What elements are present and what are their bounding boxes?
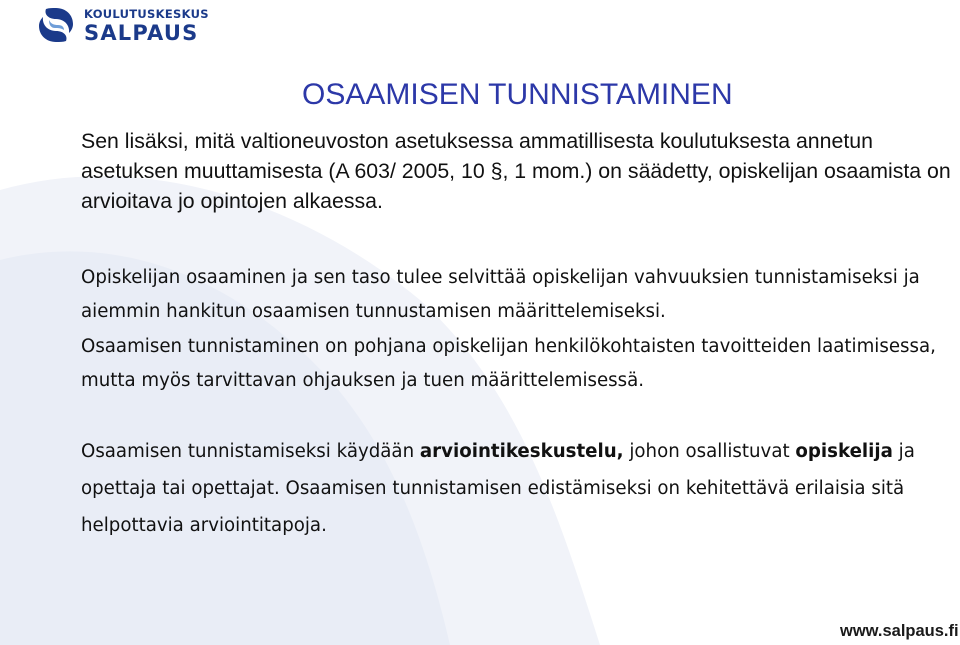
salpaus-emblem-icon	[36, 6, 76, 44]
salpaus-logo	[36, 6, 226, 44]
paragraph-goals: Osaamisen tunnistaminen on pohjana opiskelijan henkilökohtaisten tavoitteiden laatimisessa, mutta myös tarvittavan ohjauksen ja tuen määrittelemisessä.	[81, 336, 936, 391]
intro-paragraph: Sen lisäksi, mitä valtioneuvoston asetuksessa ammatillisesta koulutuksesta annetun asetuksen muuttamisesta (A 603/ 2005, 10 §, 1 mom.) on säädetty, opiskelijan osaamista on arvioitava jo opintojen alkaessa.	[81, 129, 951, 213]
logo-line-2: SALPAUS	[84, 21, 199, 45]
paragraph-discussion-part3: ja opettaja tai opettajat. Osaamisen tunnistamisen edistämiseksi on kehitettävä erilaisia sitä helpottavia arviointitapoja.	[81, 441, 915, 536]
paragraph-discussion	[81, 433, 951, 544]
keyword-arviointikeskustelu: arviointikeskustelu,	[419, 441, 624, 462]
keyword-opiskelija: opiskelija	[795, 441, 893, 462]
paragraph-discussion-part1: Osaamisen tunnistamiseksi käydään	[81, 441, 420, 462]
paragraph-discussion-part2: johon osallistuvat	[623, 441, 796, 462]
paragraph-assessment: Opiskelijan osaaminen ja sen taso tulee selvittää opiskelijan vahvuuksien tunnistamiseksi ja aiemmin hankitun osaamisen tunnustamisen määrittelemiseksi.	[81, 267, 920, 322]
logo-line-1: KOULUTUSKESKUS	[84, 7, 209, 21]
slide-title: OSAAMISEN TUNNISTAMINEN	[302, 78, 733, 111]
website-link[interactable]: www.salpaus.fi	[840, 622, 959, 640]
